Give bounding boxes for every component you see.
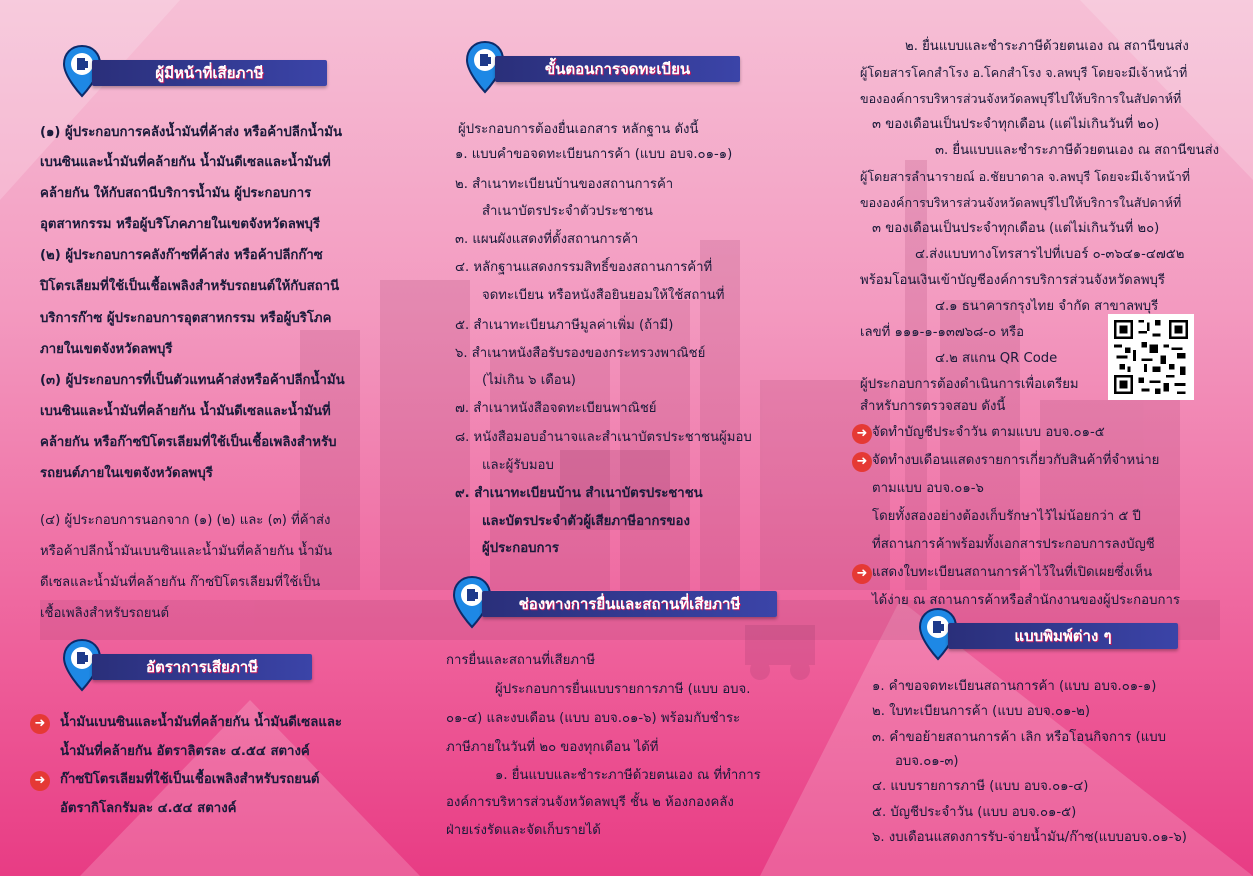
arrow-right-icon: ➜: [30, 771, 50, 791]
text-line: ๒. ใบทะเบียนการค้า (แบบ อบจ.๐๑-๒): [872, 704, 1090, 719]
text-line: ๔.ส่งแบบทางโทรสารไปที่เบอร์ ๐-๓๖๔๑-๔๗๕๒: [915, 247, 1185, 262]
text-line: ๑. คำขอจดทะเบียนสถานการค้า (แบบ อบจ.๐๑-๑): [872, 679, 1157, 694]
text-line: ๖. สำเนาหนังสือรับรองของกระทรวงพาณิชย์: [455, 346, 706, 361]
text-line: ๓. คำขอย้ายสถานการค้า เลิก หรือโอนกิจการ (แบบ: [872, 730, 1167, 745]
text-line: ๐๑-๔) และงบเดือน (แบบ อบจ.๐๑-๖) พร้อมกับชำระ: [446, 711, 741, 726]
text-line: ขององค์การบริหารส่วนจังหวัดลพบุรีไปให้บริการในสัปดาห์ที่: [860, 91, 1182, 106]
arrow-right-icon: ➜: [852, 452, 872, 472]
text-line: จัดทำงบเดือนแสดงรายการเกี่ยวกับสินค้าที่จำหน่าย: [872, 453, 1160, 468]
text-line: คล้ายกัน หรือก๊าซปิโตรเลียมที่ใช้เป็นเชื้อเพลิงสำหรับ: [40, 435, 337, 450]
text-line: เบนซินและน้ำมันที่คล้ายกัน น้ำมันดีเซลและน้ำมันที่: [40, 404, 331, 419]
text-line: ๕. สำเนาทะเบียนภาษีมูลค่าเพิ่ม (ถ้ามี): [455, 318, 674, 333]
text-line: ๘. หนังสือมอบอำนาจและสำเนาบัตรประชาชนผู้มอบ: [455, 430, 752, 445]
text-line: ๓ ของเดือนเป็นประจำทุกเดือน (แต่ไม่เกินวันที่ ๒๐): [872, 221, 1160, 236]
header-tax-rate: [62, 648, 332, 682]
text-line: ขององค์การบริหารส่วนจังหวัดลพบุรีไปให้บริการในสัปดาห์ที่: [860, 195, 1182, 210]
text-line: อบจ.๐๑-๓): [895, 754, 959, 769]
text-line: แสดงใบทะเบียนสถานการค้าไว้ในที่เปิดเผยซึ่งเห็น: [872, 565, 1153, 580]
text-line: พร้อมโอนเงินเข้าบัญชีองค์การบริการส่วนจังหวัดลพบุรี: [860, 273, 1165, 288]
text-line: ผู้โดยสารลำนารายณ์ อ.ชัยบาดาล จ.ลพบุรี โดยจะมีเจ้าหน้าที่: [860, 169, 1191, 184]
text-line: อุตสาหกรรม หรือผู้บริโภคภายในเขตจังหวัดลพบุรี: [40, 217, 320, 232]
text-line: ผู้ประกอบการยื่นแบบรายการภาษี (แบบ อบจ.: [495, 682, 751, 697]
header-title: ขั้นตอนการจดทะเบียน: [544, 60, 691, 78]
text-line: องค์การบริหารส่วนจังหวัดลพบุรี ชั้น ๒ ห้องกองคลัง: [446, 795, 734, 810]
text-line: และบัตรประจำตัวผู้เสียภาษีอากรของ: [482, 514, 690, 529]
header-forms: [918, 617, 1188, 651]
text-line: ๕. บัญชีประจำวัน (แบบ อบจ.๐๑-๕): [872, 805, 1077, 820]
text-line: อัตรากิโลกรัมละ ๔.๕๔ สตางค์: [60, 801, 237, 816]
text-line: ๑. ยื่นแบบและชำระภาษีด้วยตนเอง ณ ที่ทำการ: [495, 768, 761, 783]
text-line: ก๊าซปิโตรเลียมที่ใช้เป็นเชื้อเพลิงสำหรับรถยนต์: [60, 772, 320, 787]
arrow-right-icon: ➜: [852, 564, 872, 584]
qr-code[interactable]: [1108, 314, 1194, 400]
text-line: ๒. ยื่นแบบและชำระภาษีด้วยตนเอง ณ สถานีขนส่ง: [905, 39, 1189, 54]
text-line: ปิโตรเลียมที่ใช้เป็นเชื้อเพลิงสำหรับรถยนต์ให้กับสถานี: [40, 279, 340, 294]
text-line: (๒) ผู้ประกอบการคลังก๊าซที่ค้าส่ง หรือค้าปลีกก๊าซ: [40, 248, 323, 263]
text-line: (๔) ผู้ประกอบการนอกจาก (๑) (๒) และ (๓) ที่ค้าส่ง: [40, 513, 331, 528]
header-tax-payers: [62, 54, 332, 88]
text-line: ๔.๒ สแกน QR Code: [935, 351, 1058, 366]
text-line: โดยทั้งสองอย่างต้องเก็บรักษาไว้ไม่น้อยกว่า ๕ ปี: [872, 509, 1141, 524]
arrow-right-icon: ➜: [30, 714, 50, 734]
text-line: ๙. สำเนาทะเบียนบ้าน สำเนาบัตรประชาชน: [455, 486, 703, 501]
text-line: เลขที่ ๑๑๑-๑-๑๓๗๖๘-๐ หรือ: [860, 325, 1025, 340]
text-line: ฝ่ายเร่งรัดและจัดเก็บรายได้: [446, 823, 601, 838]
text-line: ๔.๑ ธนาคารกรุงไทย จำกัด สาขาลพบุรี: [935, 299, 1159, 314]
header-title: อัตราการเสียภาษี: [145, 658, 259, 676]
text-line: ที่สถานการค้าพร้อมทั้งเอกสารประกอบการลงบัญชี: [872, 537, 1155, 552]
text-line: ได้ง่าย ณ สถานการค้าหรือสำนักงานของผู้ประกอบการ: [872, 593, 1180, 608]
text-line: และผู้รับมอบ: [482, 458, 554, 473]
text-line: ตามแบบ อบจ.๐๑-๖: [872, 481, 984, 496]
text-line: ๒. สำเนาทะเบียนบ้านของสถานการค้า: [455, 177, 674, 192]
header-registration-steps: [465, 50, 755, 84]
text-line: ภาษีภายในวันที่ ๒๐ ของทุกเดือน ได้ที่: [446, 740, 659, 755]
text-line: ๔. หลักฐานแสดงกรรมสิทธิ์ของสถานการค้าที่: [455, 260, 713, 275]
text-line: สำหรับการตรวจสอบ ดังนี้: [860, 399, 1006, 414]
text-line: ๓. แผนผังแสดงที่ตั้งสถานการค้า: [455, 232, 639, 247]
header-filing-channels: [452, 585, 782, 619]
text-line: ๔. แบบรายการภาษี (แบบ อบจ.๐๑-๔): [872, 779, 1089, 794]
text-line: ภายในเขตจังหวัดลพบุรี: [40, 342, 173, 357]
text-line: ผู้ประกอบการต้องยื่นเอกสาร หลักฐาน ดังนี้: [458, 122, 699, 137]
text-line: น้ำมันเบนซินและน้ำมันที่คล้ายกัน น้ำมันดีเซลและ: [60, 715, 342, 730]
text-line: เชื้อเพลิงสำหรับรถยนต์: [40, 606, 170, 621]
text-line: หรือค้าปลีกน้ำมันเบนซินและน้ำมันที่คล้ายกัน น้ำมัน: [40, 544, 333, 559]
header-title: แบบพิมพ์ต่าง ๆ: [1014, 627, 1112, 645]
text-line: บริการก๊าซ ผู้ประกอบการอุตสาหกรรม หรือผู้บริโภค: [40, 311, 332, 326]
text-line: เบนซินและน้ำมันที่คล้ายกัน น้ำมันดีเซลและน้ำมันที่: [40, 155, 331, 170]
text-line: ๗. สำเนาหนังสือจดทะเบียนพาณิชย์: [455, 401, 657, 416]
header-title: ผู้มีหน้าที่เสียภาษี: [155, 64, 264, 82]
text-line: ผู้โดยสารโคกสำโรง อ.โคกสำโรง จ.ลพบุรี โดยจะมีเจ้าหน้าที่: [860, 65, 1188, 80]
text-line: ๓ ของเดือนเป็นประจำทุกเดือน (แต่ไม่เกินวันที่ ๒๐): [872, 117, 1160, 132]
text-line: (ไม่เกิน ๖ เดือน): [482, 373, 576, 388]
text-line: น้ำมันที่คล้ายกัน อัตราลิตรละ ๔.๕๔ สตางค์: [60, 744, 310, 759]
text-line: จัดทำบัญชีประจำวัน ตามแบบ อบจ.๐๑-๕: [872, 425, 1105, 440]
text-line: คล้ายกัน ให้กับสถานีบริการน้ำมัน ผู้ประกอบการ: [40, 186, 312, 201]
header-title: ช่องทางการยื่นและสถานที่เสียภาษี: [518, 595, 741, 613]
text-line: (๑) ผู้ประกอบการคลังน้ำมันที่ค้าส่ง หรือค้าปลีกน้ำมัน: [40, 125, 342, 140]
text-line: ๖. งบเดือนแสดงการรับ-จ่ายน้ำมัน/ก๊าซ(แบบอบจ.๐๑-๖): [872, 830, 1187, 845]
text-line: ผู้ประกอบการ: [482, 541, 560, 556]
text-line: ๓. ยื่นแบบและชำระภาษีด้วยตนเอง ณ สถานีขนส่ง: [935, 143, 1220, 158]
text-line: ดีเซลและน้ำมันที่คล้ายกัน ก๊าซปิโตรเลียมที่ใช้เป็น: [40, 575, 321, 590]
text-line: จดทะเบียน หรือหนังสือยินยอมให้ใช้สถานที่: [482, 288, 725, 303]
arrow-right-icon: ➜: [852, 424, 872, 444]
text-line: (๓) ผู้ประกอบการที่เป็นตัวแทนค้าส่งหรือค้าปลีกน้ำมัน: [40, 373, 345, 388]
text-line: ผู้ประกอบการต้องดำเนินการเพื่อเตรียม: [860, 377, 1079, 392]
text-line: การยื่นและสถานที่เสียภาษี: [446, 653, 596, 668]
text-line: ๑. แบบคำขอจดทะเบียนการค้า (แบบ อบจ.๐๑-๑): [455, 147, 733, 162]
text-line: สำเนาบัตรประจำตัวประชาชน: [482, 204, 653, 219]
text-line: รถยนต์ภายในเขตจังหวัดลพบุรี: [40, 466, 213, 481]
